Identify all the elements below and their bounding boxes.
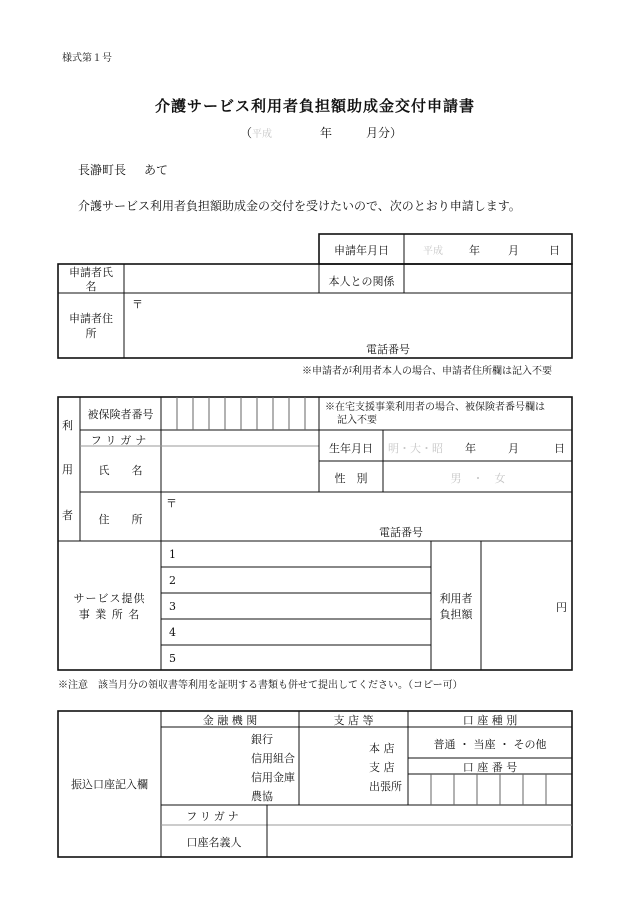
holder-field[interactable] [268, 826, 571, 856]
provider-row-3[interactable]: 3 [169, 600, 176, 613]
user-furigana-field[interactable] [162, 431, 318, 445]
user-postal-mark: 〒 [166, 497, 177, 510]
account-types[interactable]: 普通 ・ 当座 ・ その他 [433, 738, 547, 751]
institution-header: 金 融 機 関 [202, 714, 258, 727]
account-no-header: 口 座 番 号 [462, 761, 518, 774]
user-side-char-1: 利 [62, 419, 73, 432]
sex-label: 性 別 [334, 472, 368, 485]
form-number: 様式第１号 [62, 53, 112, 64]
user-address-field[interactable] [162, 493, 571, 540]
addressee [78, 161, 168, 178]
provider-row-2[interactable]: 2 [169, 574, 176, 587]
relation-label: 本人との関係 [328, 275, 395, 288]
applicant-note: ※申請者が利用者本人の場合、申請者住所欄は記入不要 [302, 366, 552, 377]
bank-section-label: 振込口座記入欄 [71, 778, 148, 791]
provider-row-4[interactable]: 4 [169, 626, 176, 639]
applicant-phone-label: 電話番号 [366, 343, 410, 356]
insured-no-label: 被保険者番号 [87, 408, 154, 421]
period-year: 年 [320, 126, 333, 140]
apply-date-month: 月 [508, 244, 519, 257]
apply-date-era: 平成 [423, 246, 443, 257]
apply-date-year: 年 [469, 244, 480, 257]
notice-text: ※注意 該当月分の領収書等利用を証明する書類も併せて提出してください。（コピー可） [58, 680, 463, 691]
apply-date-field[interactable] [404, 242, 572, 260]
applicant-name-field[interactable] [125, 265, 318, 292]
relation-field[interactable] [405, 265, 571, 292]
period-era: 平成 [252, 129, 273, 140]
addressee-suffix: あて [144, 163, 169, 177]
insured-note: ※在宅支援事業利用者の場合、被保険者番号欄は 記入不要 [325, 402, 545, 426]
user-phone-label: 電話番号 [379, 526, 423, 539]
account-no-field[interactable] [409, 775, 571, 804]
apply-date-day: 日 [549, 244, 560, 257]
holder-furigana-field[interactable] [268, 806, 571, 824]
applicant-name-label: 申請者氏 名 [69, 266, 113, 293]
period-open: （ [240, 126, 253, 140]
burden-yen[interactable]: 円 [556, 601, 567, 614]
period-line [240, 124, 402, 141]
birth-eras: 明・大・昭 [388, 442, 443, 455]
holder-label: 口座名義人 [186, 836, 242, 849]
user-side-char-2: 用 [62, 463, 73, 476]
apply-date-label: 申請年月日 [334, 244, 389, 257]
page-title: 介護サービス利用者負担額助成金交付申請書 [154, 97, 475, 115]
birth-year: 年 [465, 442, 476, 455]
addressee-name: 長瀞町長 [78, 163, 127, 177]
provider-row-5[interactable]: 5 [169, 652, 176, 665]
insured-no-field[interactable] [162, 398, 318, 429]
user-address-label: 住 所 [98, 513, 143, 526]
birth-field[interactable] [384, 431, 571, 460]
applicant-postal-mark: 〒 [132, 298, 143, 311]
intro-text: 介護サービス利用者負担額助成金の交付を受けたいので、次のとおり申請します。 [78, 199, 521, 213]
branch-types[interactable]: 本 店 支 店 出張所 [369, 742, 402, 793]
birth-month: 月 [508, 442, 519, 455]
branch-header: 支 店 等 [333, 714, 374, 727]
birth-day: 日 [554, 442, 565, 455]
institution-types[interactable]: 銀行 信用組合 信用金庫 農協 [251, 733, 295, 803]
birth-label: 生年月日 [329, 442, 373, 455]
user-name-field[interactable] [162, 447, 318, 491]
holder-furigana-label: フリガナ [186, 810, 242, 823]
applicant-address-field[interactable] [125, 294, 571, 357]
period-month: 月分） [366, 126, 403, 140]
provider-row-1[interactable]: 1 [169, 548, 176, 561]
account-type-header: 口 座 種 別 [462, 714, 518, 727]
burden-label: 利用者 負担額 [439, 592, 473, 621]
sex-options[interactable]: 男 ・ 女 [450, 472, 506, 485]
user-side-char-3: 者 [62, 509, 73, 522]
user-furigana-label: フリガナ [90, 434, 151, 447]
user-name-label: 氏 名 [98, 464, 143, 477]
provider-label: サービス提供 事 業 所 名 [73, 592, 146, 621]
applicant-address-label: 申請者住 所 [69, 312, 113, 340]
